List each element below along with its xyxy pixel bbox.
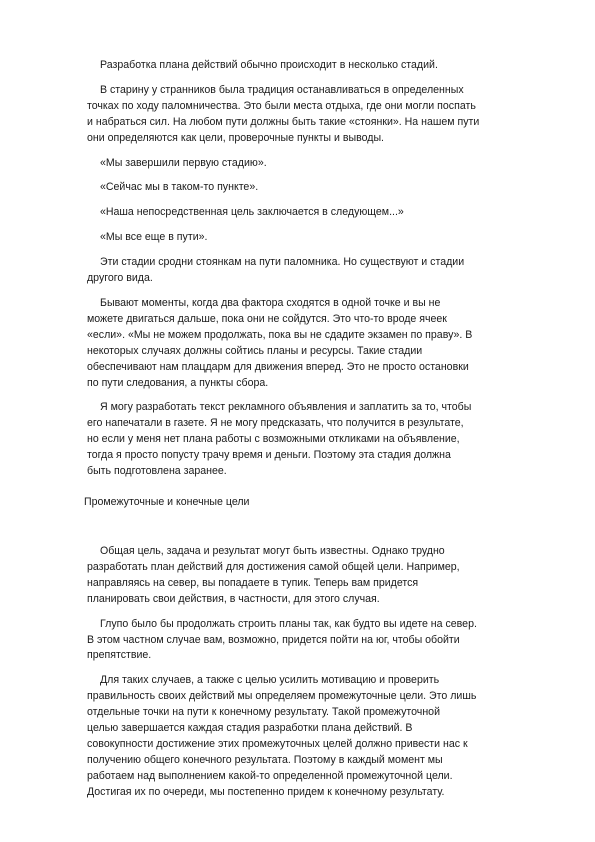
paragraph <box>87 400 542 480</box>
line: «Мы завершили первую стадию». <box>100 156 267 169</box>
paragraph <box>87 156 542 172</box>
paragraph <box>87 673 542 800</box>
line: можете двигаться дальше, пока они не сойдутся. Это что-то вроде ячеек <box>87 312 447 325</box>
line: получению общего конечного результата. Поэтому в каждый момент мы <box>87 753 443 766</box>
line: быть подготовлена заранее. <box>87 465 227 478</box>
paragraph <box>87 617 542 665</box>
line: Общая цель, задача и результат могут быть известны. Однако трудно <box>100 545 445 557</box>
section-1-text <box>87 58 542 489</box>
line: но если у меня нет плана работы с возможными откликами на объявление, <box>87 433 460 446</box>
paragraph <box>87 296 542 391</box>
line: работаем над выполнением какой-то определенной промежуточной цели. <box>87 769 453 782</box>
line: другого вида. <box>87 272 153 285</box>
paragraph <box>87 180 542 196</box>
line: Для таких случаев, а также с целью усилить мотивацию и проверить <box>100 674 440 687</box>
line: и набраться сил. На любом пути должны быть такие «стоянки». На нашем пути <box>87 115 480 128</box>
line: Бывают моменты, когда два фактора сходятся в одной точке и вы не <box>100 296 441 309</box>
paragraph <box>87 230 542 246</box>
line: по пути следования, а пункты сбора. <box>87 376 269 389</box>
line: целью завершается каждая стадия разработки плана действий. В <box>87 722 413 735</box>
line: «Мы все еще в пути». <box>100 231 208 244</box>
line: В этом частном случае вам, возможно, придется пойти на юг, чтобы обойти <box>87 633 460 646</box>
line: В старину у странников была традиция останавливаться в определенных <box>100 83 464 96</box>
paragraph <box>87 83 542 147</box>
line: тогда я просто попусту трачу время и деньги. Поэтому эта стадия должна <box>87 449 451 462</box>
line: Эти стадии сродни стоянкам на пути паломника. Но существуют и стадии <box>100 256 465 269</box>
line: «Наша непосредственная цель заключается в следующем...» <box>100 206 404 219</box>
line: точках по ходу паломничества. Это были места отдыха, где они могли поспать <box>87 99 476 112</box>
line: правильность своих действий мы определяем промежуточные цели. Это лишь <box>87 690 477 703</box>
line: Разработка плана действий обычно происходит в несколько стадий. <box>100 59 438 71</box>
section-2-text <box>87 544 542 810</box>
line: разработать план действий для достижения самой общей цели. Например, <box>87 560 460 573</box>
paragraph <box>87 205 542 221</box>
paragraph <box>87 255 542 287</box>
line: Глупо было бы продолжать строить планы так, как будто вы идете на север. <box>100 617 477 630</box>
line: отдельные точки на пути к конечному результату. Такой промежуточной <box>87 706 440 719</box>
paragraph <box>87 58 542 74</box>
line: обеспечивают нам плацдарм для движения вперед. Это не просто остановки <box>87 360 469 373</box>
section-heading: Промежуточные и конечные цели <box>84 496 250 508</box>
line: планировать свои действия, в частности, для этого случая. <box>87 592 380 605</box>
line: совокупности достижение этих промежуточных целей должно привести нас к <box>87 737 468 750</box>
line: его напечатали в газете. Я не могу предсказать, что получится в результате, <box>87 417 464 430</box>
paragraph <box>87 544 542 608</box>
line: препятствие. <box>87 649 152 662</box>
line: «Сейчас мы в таком-то пункте». <box>100 181 259 194</box>
line: направляясь на север, вы попадаете в тупик. Теперь вам придется <box>87 576 419 589</box>
line: они определяются как цели, проверочные пункты и выводы. <box>87 131 385 144</box>
line: «если». «Мы не можем продолжать, пока вы не сдадите экзамен по праву». В <box>87 328 473 341</box>
line: Достигая их по очереди, мы постепенно придем к конечному результату. <box>87 785 445 798</box>
line: некоторых случаях должны сойтись планы и ресурсы. Такие стадии <box>87 344 423 357</box>
line: Я могу разработать текст рекламного объявления и заплатить за то, чтобы <box>100 401 472 414</box>
